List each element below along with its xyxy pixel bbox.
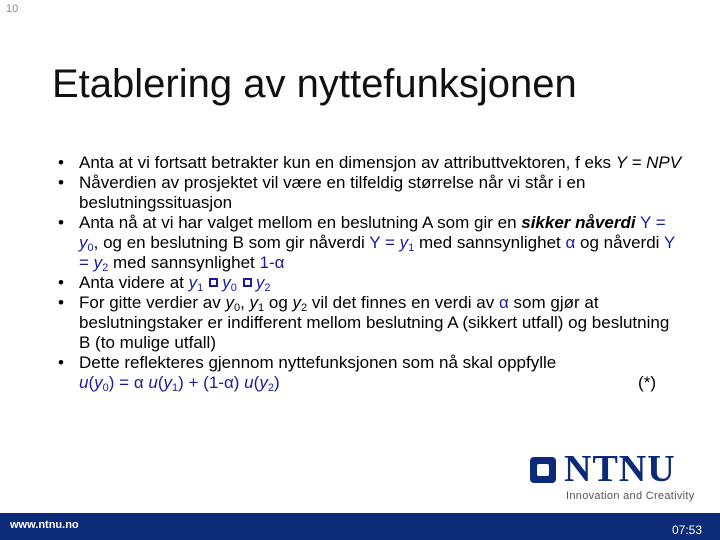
- bullet-5: • For gitte verdier av $y_0$, $y_1$ og $y_2$ vil det finnes en verdi av α som gjør at beslutningstaker er indifferent mellom beslutning A (sikkert utfall) og beslutning B (to mulige utfall): [52, 293, 682, 353]
- logo-tagline: Innovation and Creativity: [566, 490, 695, 502]
- preference-symbol-icon: [243, 278, 252, 287]
- bullet-2: • Nåverdien av prosjektet vil være en tilfeldig størrelse når vi står i en beslutningssituasjon: [52, 173, 682, 213]
- footer-url: www.ntnu.no: [10, 519, 79, 531]
- slide-number: 10: [6, 3, 19, 15]
- equation-label: (*): [638, 373, 656, 392]
- bullet-1: • Anta at vi fortsatt betrakter kun en dimensjon av attributtvektoren, f eks Y = NPV: [52, 153, 682, 173]
- ntnu-logo: [530, 448, 702, 508]
- preference-symbol-icon: [209, 278, 218, 287]
- slide-title: Etablering av nyttefunksjonen: [52, 62, 577, 106]
- bullet-6: • Dette reflekteres gjennom nyttefunksjonen som nå skal oppfylle $u(y_0) = \alpha$ $u(y_1) + (1-\alpha)$ $u(y_2)$ (*): [52, 353, 682, 393]
- bullet-list: [52, 153, 682, 393]
- bullet-4: • Anta videre at $y_1$ $y_0$ $y_2$: [52, 273, 682, 293]
- footer-bar: [0, 513, 720, 540]
- bullet-3: • Anta nå at vi har valget mellom en beslutning A som gir en sikker nåverdi $Y = y_0$, og en beslutning B som gir nåverdi $Y = y_1$ med sannsynlighet α og nåverdi $Y = y_2$ med sannsynlighet 1-α: [52, 213, 682, 273]
- footer-time: 07:53: [671, 523, 702, 537]
- logo-wordmark: NTNU: [564, 448, 676, 490]
- ntnu-logo-mark-icon: [530, 457, 556, 483]
